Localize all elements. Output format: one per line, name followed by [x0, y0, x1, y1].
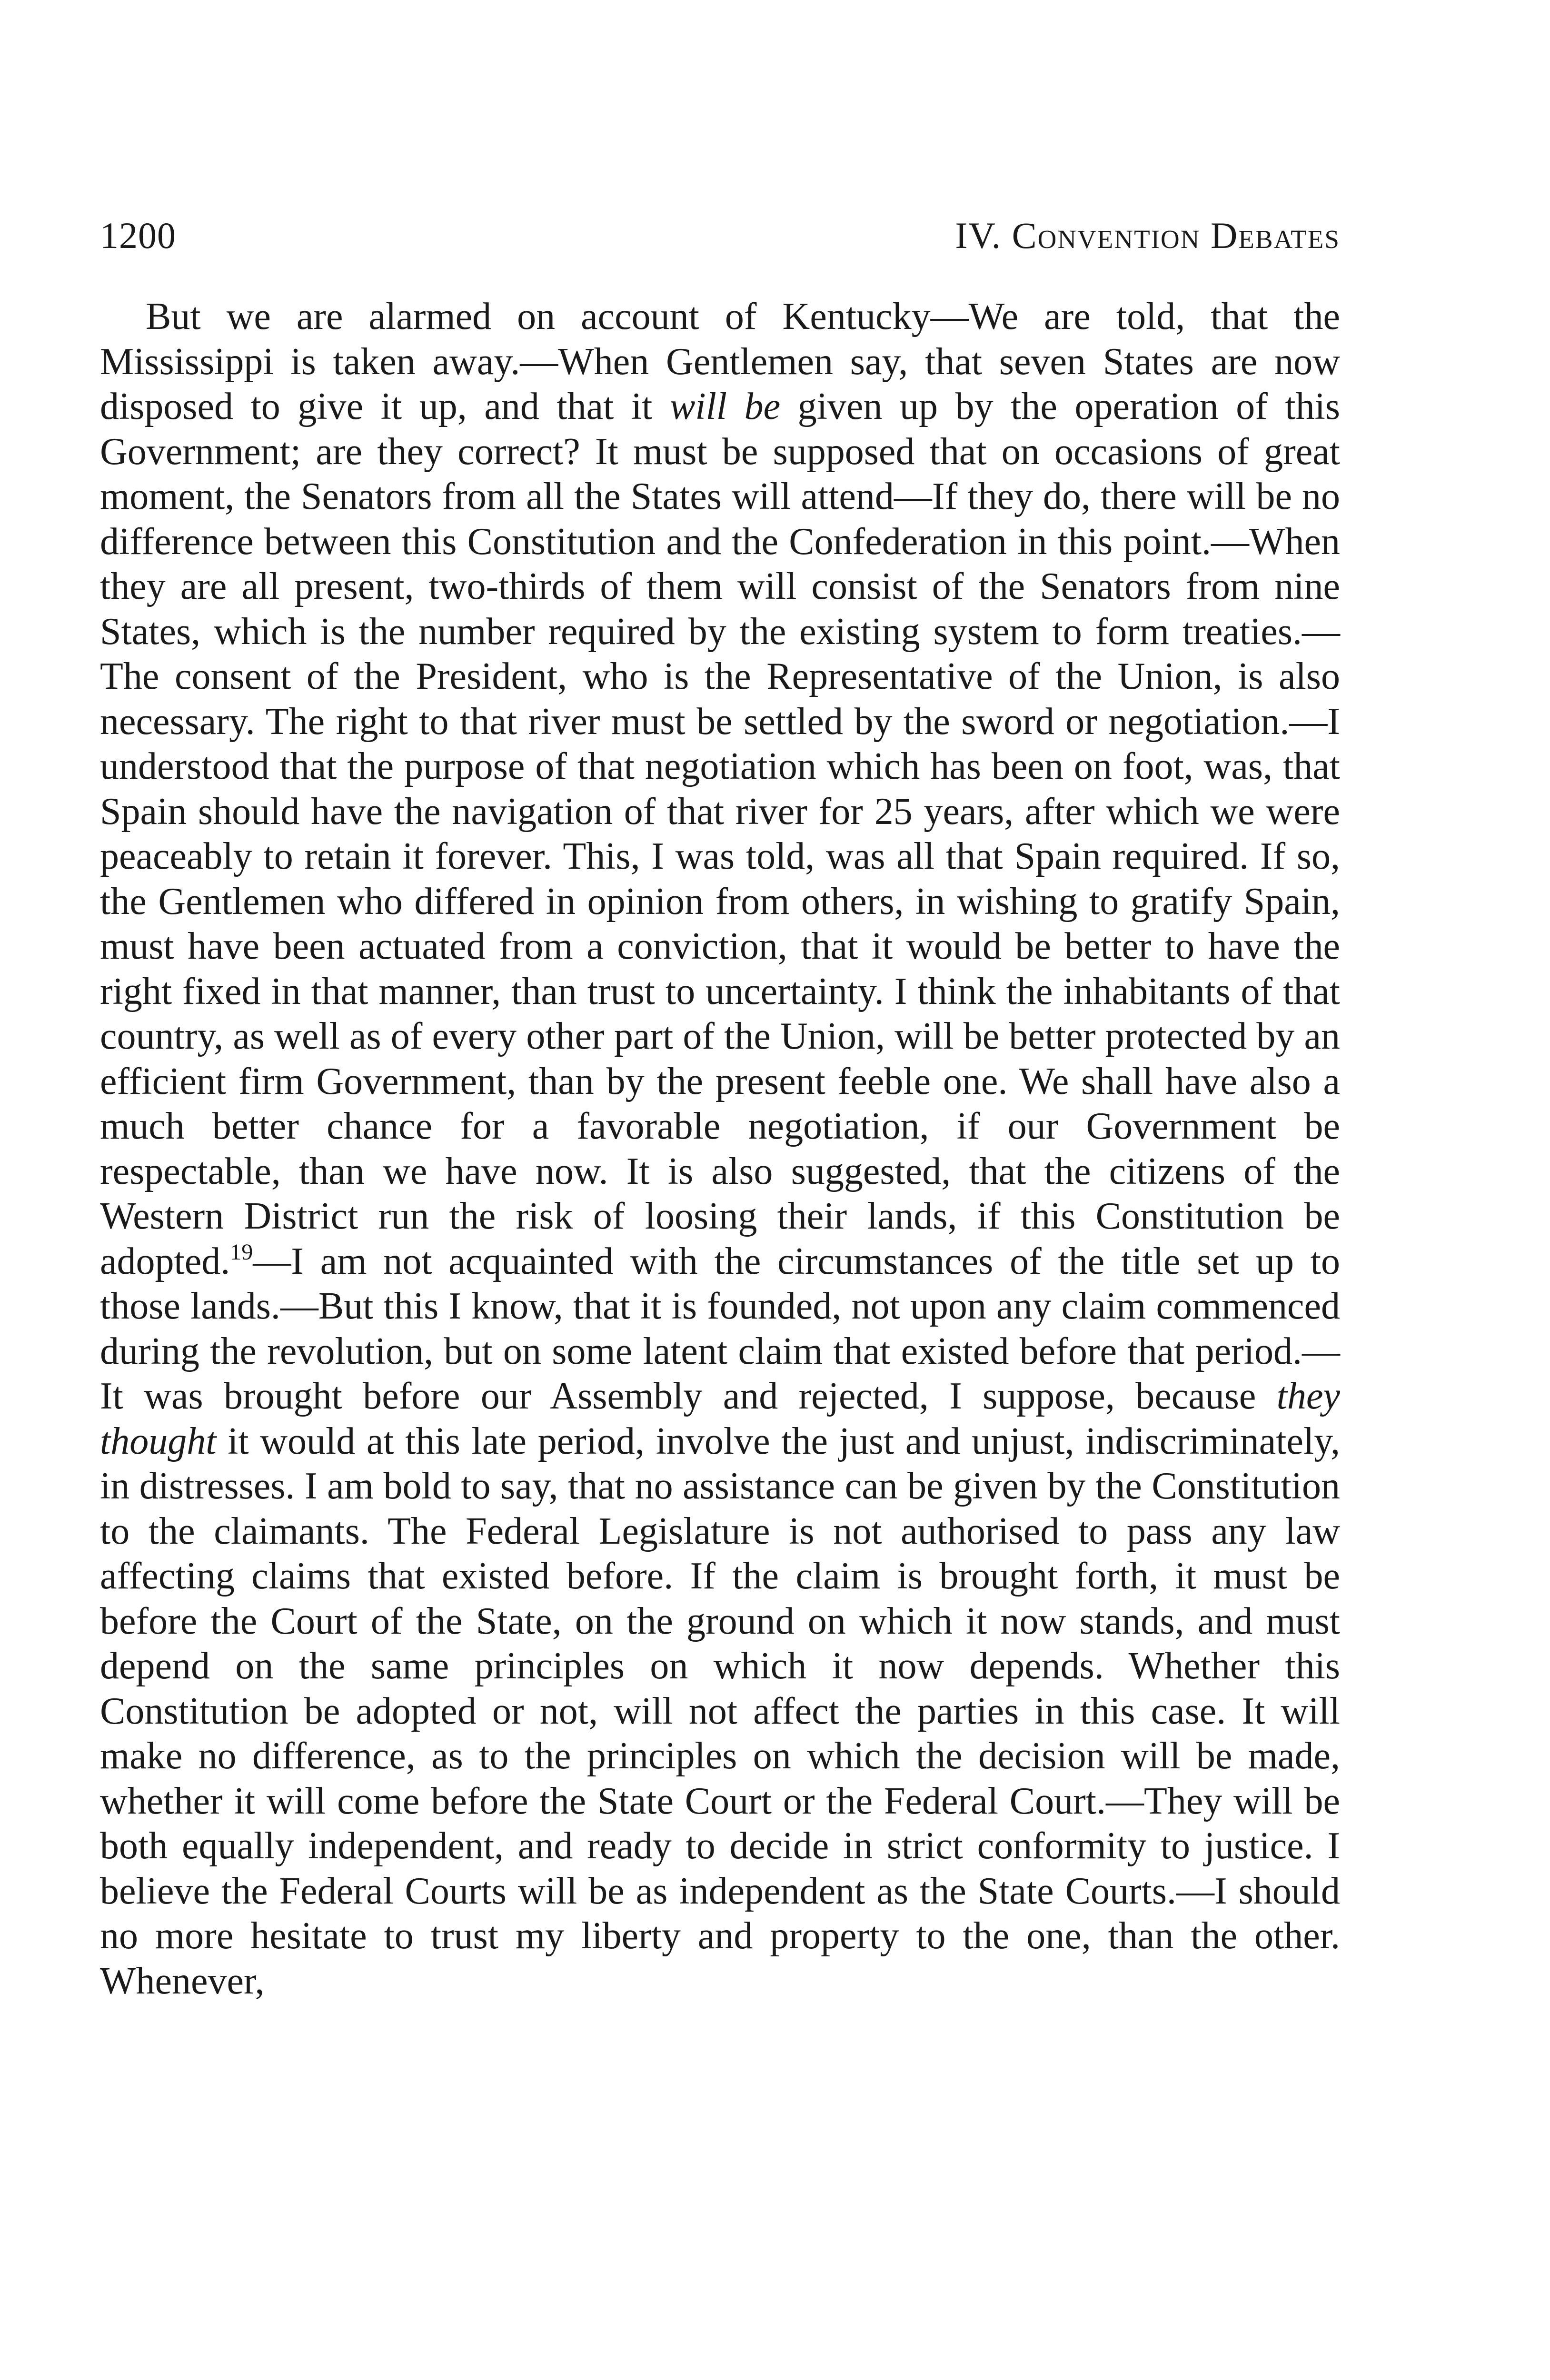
running-head: IV. Convention Debates — [955, 215, 1340, 256]
footnote-reference[interactable]: 19 — [230, 1239, 253, 1265]
body-text-segment: But we are alarmed on account of Kentucky—We are told, that the Mississippi is taken away.—When Gentlemen say, that seven States are now disposed to give it up, and that it — [100, 296, 1340, 427]
page-header — [100, 209, 1340, 262]
page-number: 1200 — [100, 215, 176, 256]
body-text-italic: will be — [669, 386, 781, 427]
body-paragraph — [100, 294, 1340, 2003]
body-text-segment: given up by the operation of this Government; are they correct? It must be supposed that on occasions of great moment, the Senators from all the States will attend—If they do, there will be no difference between this Constitution and the Confederation in this point.—When they are all present, two-thirds of them will consist of the Senators from nine States, which is the number required by the existing system to form treaties.—The consent of the President, who is the Representative of the Union, is also necessary. The right to that river must be settled by the sword or negotiation.—I understood that the purpose of that negotiation which has been on foot, was, that Spain should have the navigation of that river for 25 years, after which we were peaceably to retain it forever. This, I was told, was all that Spain required. If so, the Gentlemen who differed in opinion from others, in wishing to gratify Spain, must have been actuated from a conviction, that it would be better to have the right fixed in that manner, than trust to uncertainty. I think the inhabitants of that country, as well as of every other part of the Union, will be better protected by an efficient firm Government, than by the present feeble one. We shall have also a much better chance for a favorable negotiation, if our Government be respectable, than we have now. It is also suggested, that the citizens of the Western District run the risk of loosing their lands, if this Constitution be adopted. — [100, 386, 1340, 1282]
body-text-segment: it would at this late period, involve the just and unjust, indiscriminately, in distresses. I am bold to say, that no assistance can be given by the Constitution to the claimants. The Federal Legislature is not authorised to pass any law affecting claims that existed before. If the claim is brought forth, it must be before the Court of the State, on the ground on which it now stands, and must depend on the same principles on which it now depends. Whether this Constitution be adopted or not, will not affect the parties in this case. It will make no difference, as to the principles on which the decision will be made, whether it will come before the State Court or the Federal Court.—They will be both equally independent, and ready to decide in strict conformity to justice. I believe the Federal Courts will be as independent as the State Courts.—I should no more hesitate to trust my liberty and property to the one, than the other. Whenever, — [100, 1420, 1340, 2002]
body-text-segment: —I am not acquainted with the circumstances of the title set up to those lands.—But this I know, that it is founded, not upon any claim commenced during the revolution, but on some latent claim that existed before that period.—It was brought before our Assembly and rejected, I suppose, because — [100, 1240, 1340, 1417]
body-text-italic: they thought — [100, 1375, 1340, 1462]
